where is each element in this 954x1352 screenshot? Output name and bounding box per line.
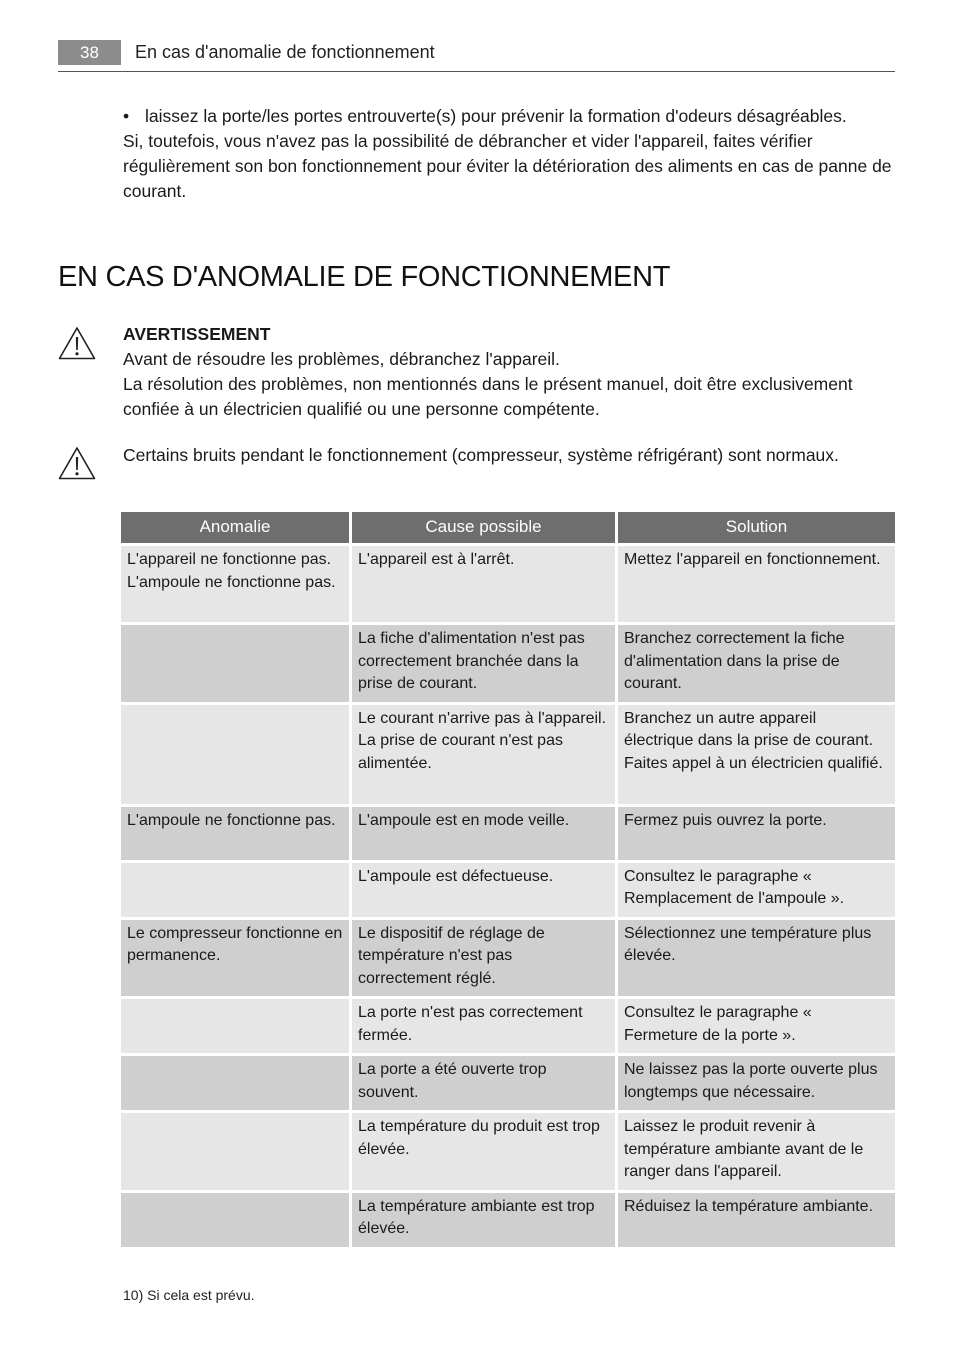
cell-solution: Ne laissez pas la porte ouverte plus longtemps que nécessaire.	[618, 1056, 895, 1110]
header-solution: Solution	[618, 512, 895, 543]
page-header	[58, 40, 895, 72]
footnote: 10) Si cela est prévu.	[123, 1287, 255, 1303]
cell-cause: La fiche d'alimentation n'est pas correctement branchée dans la prise de courant.	[352, 625, 615, 702]
cell-anomaly	[121, 999, 349, 1053]
table-row	[121, 705, 895, 804]
table-row	[121, 546, 895, 622]
cell-anomaly	[121, 863, 349, 917]
cell-solution: Mettez l'appareil en fonctionnement.	[618, 546, 895, 622]
bullet-text: laissez la porte/les portes entrouverte(s) pour prévenir la formation d'odeurs désagréables.	[145, 106, 847, 126]
warning-triangle-icon	[58, 326, 96, 360]
troubleshooting-table	[118, 509, 898, 1250]
table-row	[121, 999, 895, 1053]
cell-solution: Consultez le paragraphe « Fermeture de la porte ».	[618, 999, 895, 1053]
cell-cause: La température du produit est trop élevée.	[352, 1113, 615, 1190]
bullet-item	[123, 104, 893, 129]
cell-anomaly	[121, 705, 349, 804]
warning-title: AVERTISSEMENT	[123, 324, 271, 344]
bullet-marker: •	[123, 106, 130, 126]
cell-solution: Réduisez la température ambiante.	[618, 1193, 895, 1247]
cell-anomaly: L'appareil ne fonctionne pas. L'ampoule ne fonctionne pas.	[121, 546, 349, 622]
cell-solution: Fermez puis ouvrez la porte.	[618, 807, 895, 860]
page-number: 38	[58, 40, 121, 65]
cell-cause: L'appareil est à l'arrêt.	[352, 546, 615, 622]
cell-cause: La porte a été ouverte trop souvent.	[352, 1056, 615, 1110]
cell-cause: Le dispositif de réglage de température n'est pas correctement réglé.	[352, 920, 615, 997]
warning-line-2: La résolution des problèmes, non mentionnés dans le présent manuel, doit être exclusivement confiée à un électricien qualifié ou une personne compétente.	[123, 374, 853, 419]
warning-triangle-icon	[58, 446, 96, 480]
cell-cause: Le courant n'arrive pas à l'appareil. La prise de courant n'est pas alimentée.	[352, 705, 615, 804]
cell-solution: Sélectionnez une température plus élevée.	[618, 920, 895, 997]
cell-anomaly	[121, 1113, 349, 1190]
intro-paragraph: Si, toutefois, vous n'avez pas la possibilité de débrancher et vider l'appareil, faites vérifier régulièrement son bon fonctionnement pour éviter la détérioration des aliments en cas de panne de courant.	[123, 131, 892, 201]
warning-line-1: Avant de résoudre les problèmes, débranchez l'appareil.	[123, 349, 560, 369]
table-row	[121, 807, 895, 860]
cell-anomaly	[121, 1193, 349, 1247]
table-row	[121, 1193, 895, 1247]
table-row	[121, 863, 895, 917]
intro-section	[123, 104, 893, 204]
warning-block-2	[123, 443, 893, 468]
header-cause: Cause possible	[352, 512, 615, 543]
cell-cause: La porte n'est pas correctement fermée.	[352, 999, 615, 1053]
cell-solution: Consultez le paragraphe « Remplacement de l'ampoule ».	[618, 863, 895, 917]
table-row	[121, 625, 895, 702]
running-title: En cas d'anomalie de fonctionnement	[135, 42, 435, 62]
cell-anomaly: L'ampoule ne fonctionne pas.	[121, 807, 349, 860]
cell-anomaly	[121, 1056, 349, 1110]
cell-solution: Laissez le produit revenir à température ambiante avant de le ranger dans l'appareil.	[618, 1113, 895, 1190]
cell-anomaly	[121, 625, 349, 702]
table-row	[121, 1056, 895, 1110]
cell-cause: L'ampoule est défectueuse.	[352, 863, 615, 917]
header-anomaly: Anomalie	[121, 512, 349, 543]
warning-block-1	[123, 322, 893, 422]
table-header-row	[121, 512, 895, 543]
section-title: EN CAS D'ANOMALIE DE FONCTIONNEMENT	[58, 261, 671, 293]
table-row	[121, 920, 895, 997]
cell-solution: Branchez un autre appareil électrique dans la prise de courant. Faites appel à un électricien qualifié.	[618, 705, 895, 804]
cell-solution: Branchez correctement la fiche d'alimentation dans la prise de courant.	[618, 625, 895, 702]
warning-text: Certains bruits pendant le fonctionnement (compresseur, système réfrigérant) sont normaux.	[123, 445, 839, 465]
cell-cause: L'ampoule est en mode veille.	[352, 807, 615, 860]
cell-anomaly: Le compresseur fonctionne en permanence.	[121, 920, 349, 997]
table-row	[121, 1113, 895, 1190]
cell-cause: La température ambiante est trop élevée.	[352, 1193, 615, 1247]
